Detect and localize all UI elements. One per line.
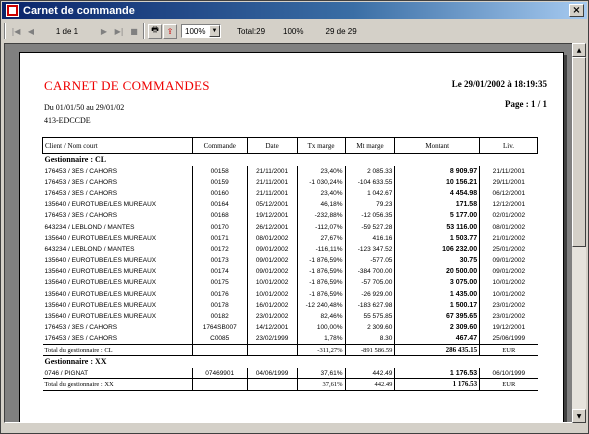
table-cell: 23/01/2002 xyxy=(480,311,538,322)
table-cell: 67 395.65 xyxy=(395,311,480,322)
table-cell: 1764SB007 xyxy=(192,322,247,333)
group-header-row xyxy=(43,154,538,166)
table-cell: 10/01/2002 xyxy=(247,277,297,288)
total-label: Total:29 xyxy=(237,26,266,36)
total-cell: Total du gestionnaire : XX xyxy=(43,379,193,390)
table-cell: 12/12/2001 xyxy=(480,199,538,210)
table-row xyxy=(43,188,538,199)
table-cell: -12 056.35 xyxy=(345,210,395,221)
table-cell: 176453 / 3ES / CAHORS xyxy=(44,167,118,175)
table-cell: 00164 xyxy=(192,199,247,210)
table-cell: 14/12/2001 xyxy=(247,322,297,333)
table-cell: 8 909.97 xyxy=(395,166,480,177)
table-cell: 00174 xyxy=(192,266,247,277)
table-cell: 21/11/2001 xyxy=(247,166,297,177)
table-cell: 02/01/2002 xyxy=(480,210,538,221)
table-cell: 135640 / EUROTUBE/LES MUREAUX xyxy=(44,290,157,298)
table-cell: 1,78% xyxy=(297,333,345,344)
table-cell: -1 876,59% xyxy=(297,289,345,300)
zoom-select[interactable] xyxy=(181,24,221,38)
table-cell: 3 075.00 xyxy=(395,277,480,288)
table-cell: 171.58 xyxy=(395,199,480,210)
table-row xyxy=(43,322,538,333)
total-cell: EUR xyxy=(480,345,538,356)
table-cell: 09/01/2002 xyxy=(247,266,297,277)
total-cell: Total du gestionnaire : CL xyxy=(43,345,193,356)
table-cell: 1 500.17 xyxy=(395,300,480,311)
report-datetime: Le 29/01/2002 à 18:19:35 xyxy=(451,79,547,89)
table-cell: 00168 xyxy=(192,210,247,221)
table-cell: 06/12/2001 xyxy=(480,188,538,199)
table-cell: 26/12/2001 xyxy=(247,221,297,232)
table-cell: 4 454.98 xyxy=(395,188,480,199)
table-cell: 19/12/2001 xyxy=(247,210,297,221)
title-bar[interactable] xyxy=(2,2,587,19)
group-header: Gestionnaire : XX xyxy=(44,357,107,367)
table-cell: 00175 xyxy=(192,277,247,288)
table-cell: 08/01/2002 xyxy=(247,233,297,244)
table-cell: 0746 / PIGNAT xyxy=(44,369,89,377)
table-cell: -1 876,59% xyxy=(297,277,345,288)
table-cell: 79.23 xyxy=(345,199,395,210)
table-cell: 10/01/2002 xyxy=(480,289,538,300)
prev-page-icon[interactable]: ◀ xyxy=(27,26,35,36)
table-cell: 1 503.77 xyxy=(395,233,480,244)
table-cell: 176453 / 3ES / CAHORS xyxy=(44,178,118,186)
scroll-up-icon[interactable]: ▲ xyxy=(572,43,586,57)
vertical-scrollbar[interactable] xyxy=(572,43,586,423)
table-cell: 176453 / 3ES / CAHORS xyxy=(44,212,118,220)
table-row xyxy=(43,277,538,288)
table-cell: 5 177.00 xyxy=(395,210,480,221)
last-page-icon[interactable]: ▶| xyxy=(114,26,124,36)
table-cell: 2 309.60 xyxy=(345,322,395,333)
table-cell: 00173 xyxy=(192,255,247,266)
table-row xyxy=(43,311,538,322)
table-cell: C0085 xyxy=(192,333,247,344)
col-client: Client / Nom court xyxy=(43,138,193,154)
chevron-down-icon[interactable]: ▼ xyxy=(209,25,220,37)
table-cell: 00176 xyxy=(192,289,247,300)
total-cell: 1 176.53 xyxy=(395,379,480,390)
table-cell: 21/01/2002 xyxy=(480,233,538,244)
table-cell: 09/01/2002 xyxy=(480,266,538,277)
table-cell: 10/01/2002 xyxy=(480,277,538,288)
table-cell: 176453 / 3ES / CAHORS xyxy=(44,335,118,343)
table-cell: 29/11/2001 xyxy=(480,177,538,188)
table-row xyxy=(43,233,538,244)
total-cell: 37,61% xyxy=(297,379,345,390)
table-cell: 467.47 xyxy=(395,333,480,344)
table-cell: 00170 xyxy=(192,221,247,232)
table-cell: 23,40% xyxy=(297,166,345,177)
table-cell: -183 627.98 xyxy=(345,300,395,311)
table-cell: 16/01/2002 xyxy=(247,300,297,311)
total-cell: 286 435.15 xyxy=(395,345,480,356)
table-row xyxy=(43,333,538,344)
scroll-thumb[interactable] xyxy=(572,57,586,247)
report-code: 413-EDCCDE xyxy=(44,116,91,125)
table-cell: 00172 xyxy=(192,244,247,255)
table-cell: 135640 / EUROTUBE/LES MUREAUX xyxy=(44,234,157,242)
scroll-down-icon[interactable]: ▼ xyxy=(572,409,586,423)
app-icon xyxy=(6,4,19,17)
col-date: Date xyxy=(247,138,297,154)
col-mt-marge: Mt marge xyxy=(345,138,395,154)
col-commande: Commande xyxy=(192,138,247,154)
table-cell: 25/06/1999 xyxy=(480,333,538,344)
stop-icon[interactable]: ■ xyxy=(130,26,138,36)
table-cell: 00171 xyxy=(192,233,247,244)
report-page-number: Page : 1 / 1 xyxy=(505,99,547,109)
table-cell: -12 240,48% xyxy=(297,300,345,311)
table-cell: 442.49 xyxy=(345,368,395,379)
table-cell: 2 085.33 xyxy=(345,166,395,177)
preview-viewport xyxy=(4,43,574,423)
table-cell: 08/01/2002 xyxy=(480,221,538,232)
table-row xyxy=(43,289,538,300)
table-row xyxy=(43,221,538,232)
table-cell: -116,11% xyxy=(297,244,345,255)
table-cell: 20 500.00 xyxy=(395,266,480,277)
table-cell: 100,00% xyxy=(297,322,345,333)
table-row xyxy=(43,199,538,210)
table-cell: -384 700.00 xyxy=(345,266,395,277)
toolbar xyxy=(2,20,587,42)
table-row xyxy=(43,255,538,266)
table-cell: 46,18% xyxy=(297,199,345,210)
table-cell: 643234 / LEBLOND / MANTES xyxy=(44,223,135,231)
next-page-icon[interactable]: ▶ xyxy=(100,26,108,36)
total-cell: -311,27% xyxy=(297,345,345,356)
table-cell: 176453 / 3ES / CAHORS xyxy=(44,189,118,197)
table-cell: 1 435.00 xyxy=(395,289,480,300)
group-header: Gestionnaire : CL xyxy=(44,155,107,165)
table-cell: 19/12/2001 xyxy=(480,322,538,333)
table-cell: -232,88% xyxy=(297,210,345,221)
export-icon[interactable]: ⇪ xyxy=(163,24,177,39)
report-title: CARNET DE COMMANDES xyxy=(44,78,210,93)
table-cell: 05/12/2001 xyxy=(247,199,297,210)
table-cell: 82,46% xyxy=(297,311,345,322)
table-cell: 30.75 xyxy=(395,255,480,266)
table-cell: 8.30 xyxy=(345,333,395,344)
table-cell: 23/01/2002 xyxy=(247,311,297,322)
table-row xyxy=(43,368,538,379)
table-row xyxy=(43,177,538,188)
table-cell: -1 030,24% xyxy=(297,177,345,188)
toolbar-separator xyxy=(4,23,6,39)
table-cell: -1 876,59% xyxy=(297,266,345,277)
table-row xyxy=(43,244,538,255)
total-cell: 442.49 xyxy=(345,379,395,390)
table-cell: 23/02/1999 xyxy=(247,333,297,344)
total-cell xyxy=(192,345,247,356)
table-cell: 10 156.21 xyxy=(395,177,480,188)
col-tx-marge: Tx marge xyxy=(297,138,345,154)
table-cell: 106 232.00 xyxy=(395,244,480,255)
table-cell: 135640 / EUROTUBE/LES MUREAUX xyxy=(44,268,157,276)
percent-label: 100% xyxy=(283,26,304,36)
table-row xyxy=(43,166,538,177)
col-montant: Montant xyxy=(395,138,480,154)
table-cell: 21/11/2001 xyxy=(480,166,538,177)
close-button[interactable]: × xyxy=(569,4,584,17)
table-cell: 04/06/1999 xyxy=(247,368,297,379)
zoom-value: 100% xyxy=(185,26,206,36)
table-cell: 21/11/2001 xyxy=(247,188,297,199)
table-cell: 2 309.60 xyxy=(395,322,480,333)
table-cell: 135640 / EUROTUBE/LES MUREAUX xyxy=(44,279,157,287)
table-cell: 00159 xyxy=(192,177,247,188)
table-cell: 23/01/2002 xyxy=(480,300,538,311)
table-cell: 176453 / 3ES / CAHORS xyxy=(44,324,118,332)
table-cell: 00178 xyxy=(192,300,247,311)
table-cell: 21/11/2001 xyxy=(247,177,297,188)
table-cell: 27,67% xyxy=(297,233,345,244)
page-indicator: 1 de 1 xyxy=(55,26,79,36)
table-cell: -577.05 xyxy=(345,255,395,266)
table-cell: 53 116.00 xyxy=(395,221,480,232)
table-cell: -104 633.55 xyxy=(345,177,395,188)
total-cell xyxy=(247,345,297,356)
table-cell: 00158 xyxy=(192,166,247,177)
table-cell: 135640 / EUROTUBE/LES MUREAUX xyxy=(44,257,157,265)
table-cell: 55 575.85 xyxy=(345,311,395,322)
table-cell: -1 876,59% xyxy=(297,255,345,266)
total-cell: -891 586.59 xyxy=(345,345,395,356)
total-cell: EUR xyxy=(480,379,538,390)
group-total-row xyxy=(43,379,538,390)
orders-table xyxy=(42,137,538,391)
table-cell: 06/10/1999 xyxy=(480,368,538,379)
first-page-icon[interactable]: |◀ xyxy=(11,26,21,36)
table-cell: 1 176.53 xyxy=(395,368,480,379)
table-cell: 09/01/2002 xyxy=(480,255,538,266)
table-cell: 135640 / EUROTUBE/LES MUREAUX xyxy=(44,201,157,209)
table-cell: 37,61% xyxy=(297,368,345,379)
table-cell: 00182 xyxy=(192,311,247,322)
table-row xyxy=(43,210,538,221)
print-icon[interactable]: 🖶 xyxy=(148,24,162,39)
total-cell xyxy=(247,379,297,390)
table-header-row xyxy=(43,138,538,154)
report-page xyxy=(19,52,564,423)
window-title: Carnet de commande xyxy=(23,4,135,17)
table-cell: 25/01/2002 xyxy=(480,244,538,255)
table-cell: -57 705.00 xyxy=(345,277,395,288)
table-cell: 643234 / LEBLOND / MANTES xyxy=(44,245,135,253)
toolbar-separator xyxy=(143,23,145,39)
report-date-range: Du 01/01/50 au 29/01/02 xyxy=(44,103,125,112)
table-row xyxy=(43,300,538,311)
count-label: 29 de 29 xyxy=(325,26,357,36)
table-row xyxy=(43,266,538,277)
table-cell: 135640 / EUROTUBE/LES MUREAUX xyxy=(44,301,157,309)
table-cell: 00160 xyxy=(192,188,247,199)
table-cell: 07469901 xyxy=(192,368,247,379)
total-cell xyxy=(192,379,247,390)
group-total-row xyxy=(43,345,538,356)
table-cell: -59 527.28 xyxy=(345,221,395,232)
table-cell: 09/01/2002 xyxy=(247,244,297,255)
table-cell: 23,40% xyxy=(297,188,345,199)
col-liv: Liv. xyxy=(480,138,538,154)
table-cell: -123 347.52 xyxy=(345,244,395,255)
table-cell: -26 929.00 xyxy=(345,289,395,300)
table-cell: 1 042.67 xyxy=(345,188,395,199)
table-cell: 416.16 xyxy=(345,233,395,244)
table-cell: -112,07% xyxy=(297,221,345,232)
table-cell: 10/01/2002 xyxy=(247,289,297,300)
table-cell: 09/01/2002 xyxy=(247,255,297,266)
table-cell: 135640 / EUROTUBE/LES MUREAUX xyxy=(44,313,157,321)
group-header-row xyxy=(43,356,538,368)
